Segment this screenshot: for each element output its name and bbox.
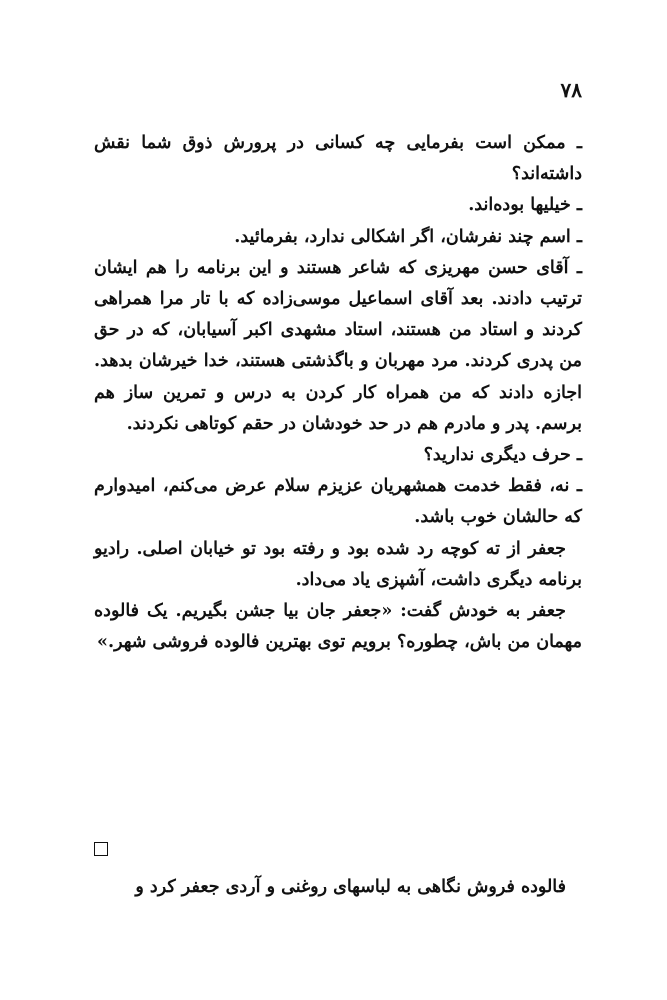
body-text	[94, 128, 582, 658]
paragraph-interview-question: ـ اسم چند نفرشان، اگر اشکالی ندارد، بفرمائید.	[234, 226, 582, 247]
paragraph-interview-answer: ـ خیلیها بوده‌اند.	[468, 195, 582, 216]
section-break-square-icon	[94, 842, 108, 856]
paragraph-interview-question: ـ حرف دیگری ندارید؟	[423, 445, 582, 466]
paragraph-interview-question: ـ ممکن است بفرمایی چه کسانی در پرورش ذوق شما نقش داشته‌اند؟	[94, 133, 582, 185]
paragraph-interview-answer: ـ نه، فقط خدمت همشهریان عزیزم سلام عرض می‌کنم، امیدوارم که حالشان خوب باشد.	[94, 476, 582, 528]
paragraph-narration: جعفر به خودش گفت: «جعفر جان بیا جشن بگیریم. یک فالوده مهمان من باش، چطوره؟ برویم توی بهترین فالوده فروشی شهر.»	[94, 601, 582, 653]
paragraph-interview-answer: ـ آقای حسن مهریزی که شاعر هستند و این برنامه را هم ایشان ترتیب دادند. بعد آقای اسماعیل موسی‌زاده که با تار مرا همراهی کردند و استاد من هستند، استاد مشهدی اکبر آسیابان، که در حق من پدری کردند. مرد مهربان و باگذشتی هستند، خدا خیرشان بدهد. اجازه دادند که من همراه کار کردن به درس و تمرین ساز هم برسم. پدر و مادرم هم در حد خودشان در حقم کوتاهی نکردند.	[94, 257, 582, 434]
next-section-text	[94, 872, 582, 903]
book-page	[94, 70, 582, 930]
paragraph-narration: فالوده فروش نگاهی به لباسهای روغنی و آردی جعفر کرد و	[135, 877, 566, 897]
page-number: ۷۸	[560, 78, 582, 102]
paragraph-narration: جعفر از ته کوچه رد شده بود و رفته بود تو خیابان اصلی. رادیو برنامه دیگری داشت، آشپزی یاد می‌داد.	[94, 538, 582, 590]
